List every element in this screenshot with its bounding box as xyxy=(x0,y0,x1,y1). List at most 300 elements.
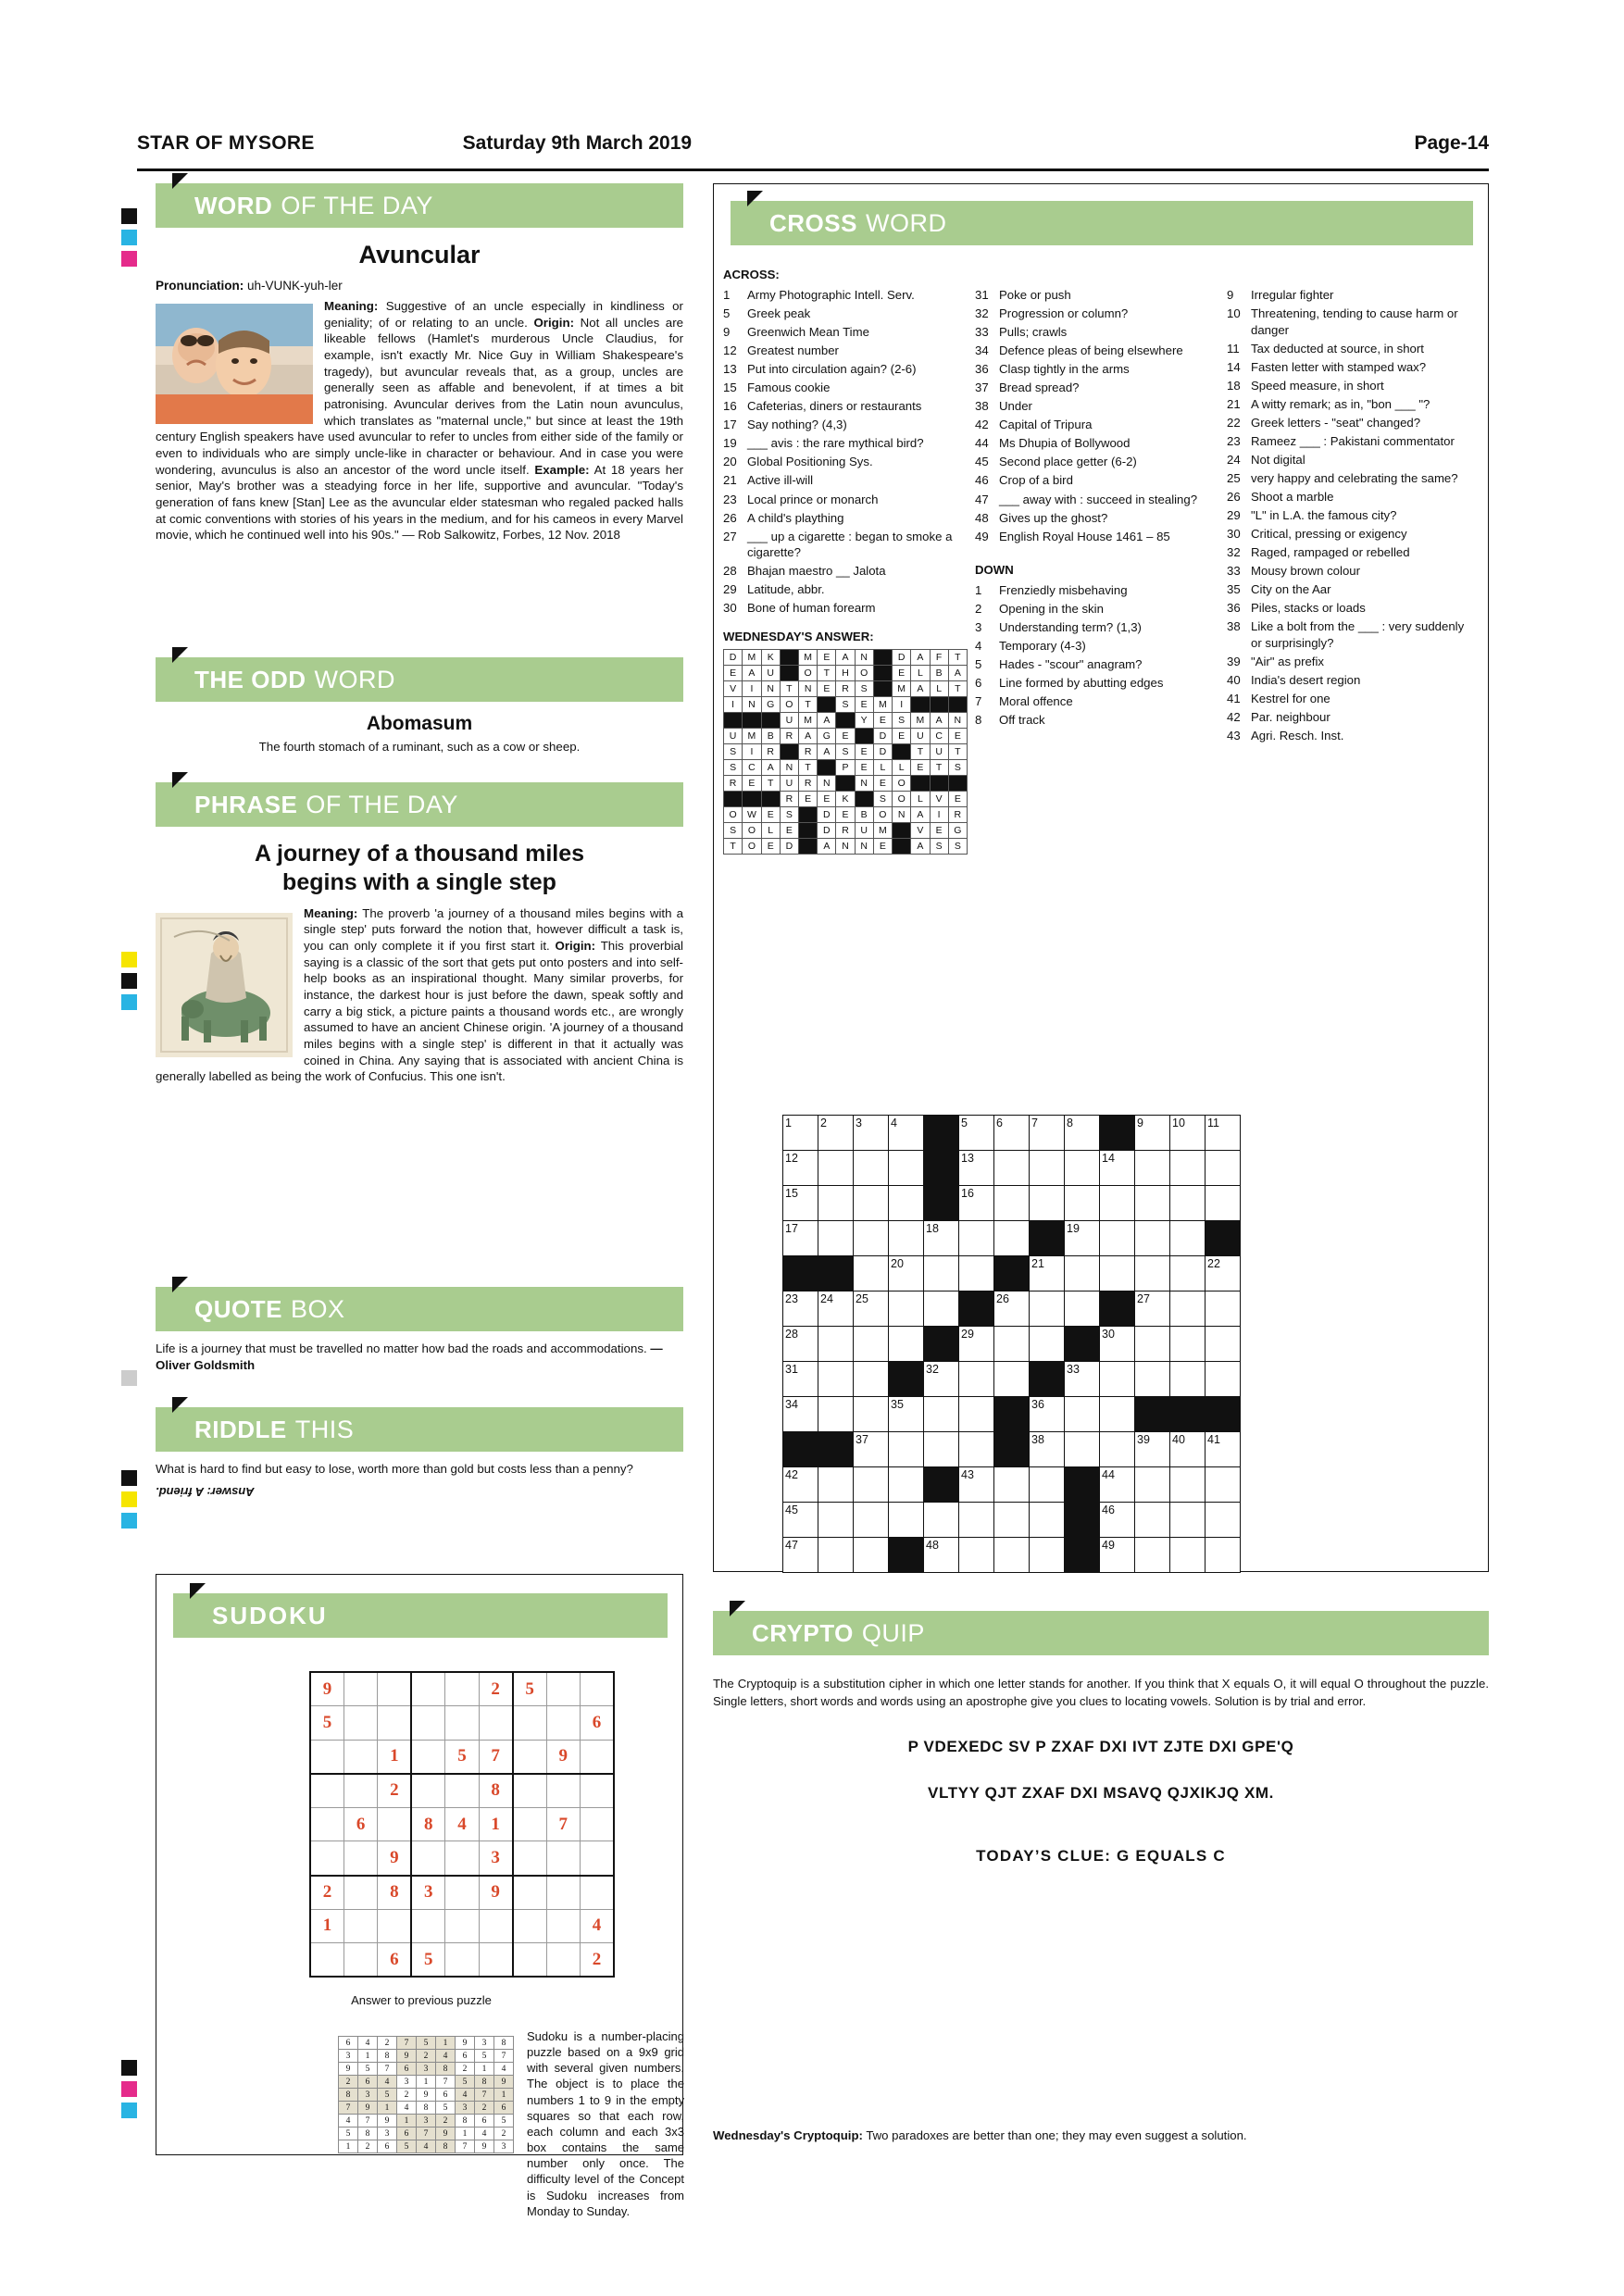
crossword-cell[interactable] xyxy=(1170,1538,1206,1573)
crossword-cell[interactable] xyxy=(1100,1186,1135,1221)
sudoku-cell[interactable] xyxy=(445,1706,479,1741)
sudoku-cell[interactable] xyxy=(344,1706,377,1741)
clue-text: Bone of human forearm xyxy=(747,601,876,616)
sudoku-cell[interactable] xyxy=(344,1740,377,1774)
crossword-cell[interactable] xyxy=(854,1151,889,1186)
crossword-grid[interactable] xyxy=(782,1115,1241,1573)
crossword-cell[interactable] xyxy=(924,1292,959,1327)
crossword-cell[interactable] xyxy=(889,1116,924,1151)
crossword-cell[interactable] xyxy=(1206,1186,1241,1221)
sudoku-cell[interactable] xyxy=(513,1909,546,1943)
answer-cell: N xyxy=(836,838,855,854)
answer-cell xyxy=(873,680,892,696)
crossword-cell[interactable] xyxy=(818,1397,854,1432)
phrase-title-line2: begins with a single step xyxy=(282,869,556,896)
answer-row xyxy=(724,728,968,743)
crossword-cell[interactable] xyxy=(889,1327,924,1362)
crossword-row xyxy=(783,1362,1241,1397)
crossword-cell[interactable] xyxy=(1030,1256,1065,1292)
sudoku-cell[interactable] xyxy=(513,1943,546,1978)
crossword-cell[interactable] xyxy=(1135,1432,1170,1467)
crossword-cell[interactable] xyxy=(889,1151,924,1186)
crossword-cell[interactable] xyxy=(854,1432,889,1467)
sudoku-cell[interactable] xyxy=(411,1841,444,1876)
crossword-cell[interactable] xyxy=(1170,1116,1206,1151)
sudoku-cell[interactable]: 5 xyxy=(411,1943,444,1978)
clue-item xyxy=(975,656,1219,673)
answer-row xyxy=(724,649,968,665)
sudoku-cell[interactable] xyxy=(445,1841,479,1876)
sudoku-cell[interactable] xyxy=(411,1740,444,1774)
sudoku-cell[interactable] xyxy=(479,1943,512,1978)
sudoku-cell[interactable] xyxy=(513,1774,546,1808)
clue-text: Famous cookie xyxy=(747,381,831,395)
answer-cell: E xyxy=(948,728,967,743)
crossword-cell[interactable] xyxy=(959,1221,994,1256)
crossword-cell[interactable] xyxy=(924,1538,959,1573)
crossword-cell[interactable] xyxy=(1206,1432,1241,1467)
sudoku-cell[interactable] xyxy=(344,1672,377,1706)
crossword-cell[interactable] xyxy=(783,1503,818,1538)
sudoku-cell[interactable] xyxy=(378,1909,411,1943)
crossword-cell[interactable] xyxy=(959,1362,994,1397)
sudoku-cell[interactable] xyxy=(546,1774,580,1808)
crossword-cell[interactable] xyxy=(889,1503,924,1538)
crossword-cell[interactable] xyxy=(783,1397,818,1432)
clue-text: very happy and celebrating the same? xyxy=(1251,470,1458,485)
crossword-cell[interactable] xyxy=(854,1362,889,1397)
sudoku-cell[interactable] xyxy=(513,1807,546,1841)
crossword-cell[interactable] xyxy=(994,1186,1030,1221)
sudoku-cell[interactable] xyxy=(479,1706,512,1741)
clue-text: A child's plaything xyxy=(747,510,844,525)
crossword-cell[interactable] xyxy=(1030,1116,1065,1151)
crossword-cell[interactable] xyxy=(1170,1292,1206,1327)
crossword-cell[interactable] xyxy=(783,1116,818,1151)
crossword-cell[interactable] xyxy=(994,1503,1030,1538)
sudoku-cell[interactable]: 6 xyxy=(378,1943,411,1978)
crossword-cell[interactable] xyxy=(994,1538,1030,1573)
crossword-cell[interactable] xyxy=(889,1186,924,1221)
crossword-cell[interactable] xyxy=(924,1221,959,1256)
crossword-cell[interactable] xyxy=(1206,1503,1241,1538)
crossword-cell[interactable] xyxy=(994,1292,1030,1327)
sudoku-cell[interactable]: 2 xyxy=(581,1943,615,1978)
crossword-cell[interactable] xyxy=(818,1221,854,1256)
crossword-cell[interactable] xyxy=(854,1292,889,1327)
crossword-cell[interactable] xyxy=(924,1362,959,1397)
crossword-row xyxy=(783,1397,1241,1432)
clue-item xyxy=(1227,618,1471,651)
sudoku-cell[interactable] xyxy=(411,1706,444,1741)
crossword-cell[interactable] xyxy=(818,1327,854,1362)
sudoku-prev-cell: 2 xyxy=(397,2089,417,2102)
crossword-cell[interactable] xyxy=(889,1467,924,1503)
sudoku-cell[interactable] xyxy=(310,1943,344,1978)
crossword-cell[interactable] xyxy=(1206,1116,1241,1151)
section-riddle-this xyxy=(156,1407,683,1499)
sudoku-cell[interactable] xyxy=(513,1841,546,1876)
crossword-cell[interactable] xyxy=(959,1432,994,1467)
crossword-cell[interactable] xyxy=(1030,1467,1065,1503)
crossword-cell[interactable] xyxy=(924,1256,959,1292)
answer-cell xyxy=(724,712,743,728)
crossword-cell[interactable] xyxy=(994,1221,1030,1256)
crossword-cell[interactable] xyxy=(1135,1151,1170,1186)
sudoku-cell[interactable]: 9 xyxy=(378,1841,411,1876)
clue-number: 42 xyxy=(975,418,989,432)
crossword-cell[interactable] xyxy=(783,1186,818,1221)
crossword-row xyxy=(783,1116,1241,1151)
sudoku-cell[interactable] xyxy=(344,1774,377,1808)
sudoku-cell[interactable]: 7 xyxy=(479,1740,512,1774)
crossword-cell[interactable] xyxy=(783,1327,818,1362)
crossword-cell[interactable] xyxy=(1135,1116,1170,1151)
crossword-cell[interactable] xyxy=(1170,1151,1206,1186)
clue-item xyxy=(975,287,1219,304)
crossword-cell[interactable] xyxy=(1170,1467,1206,1503)
crossword-cell[interactable] xyxy=(1030,1432,1065,1467)
crossword-cell[interactable] xyxy=(994,1362,1030,1397)
sudoku-cell[interactable] xyxy=(344,1876,377,1910)
sudoku-cell[interactable] xyxy=(546,1943,580,1978)
clue-item xyxy=(975,510,1219,527)
crossword-cell[interactable] xyxy=(1100,1503,1135,1538)
crossword-cell[interactable] xyxy=(1170,1221,1206,1256)
crossword-cell[interactable] xyxy=(1135,1292,1170,1327)
pronunciation-value: uh-VUNK-yuh-ler xyxy=(247,279,343,293)
sudoku-cell[interactable]: 4 xyxy=(445,1807,479,1841)
sudoku-prev-cell: 7 xyxy=(358,2115,378,2128)
crossword-cell[interactable] xyxy=(854,1397,889,1432)
sudoku-cell[interactable] xyxy=(581,1740,615,1774)
sudoku-cell[interactable] xyxy=(445,1943,479,1978)
sudoku-cell[interactable]: 9 xyxy=(310,1672,344,1706)
answer-cell xyxy=(893,822,911,838)
sudoku-cell[interactable] xyxy=(546,1672,580,1706)
crossword-cell[interactable] xyxy=(924,1397,959,1432)
crossword-cell[interactable] xyxy=(854,1538,889,1573)
crossword-cell[interactable] xyxy=(1206,1256,1241,1292)
sudoku-cell[interactable]: 9 xyxy=(479,1876,512,1910)
crossword-cell[interactable] xyxy=(1170,1503,1206,1538)
crossword-cell[interactable] xyxy=(1065,1116,1100,1151)
crossword-cell[interactable] xyxy=(1170,1327,1206,1362)
sudoku-grid[interactable] xyxy=(309,1671,615,1977)
sudoku-cell[interactable] xyxy=(445,1672,479,1706)
sudoku-cell[interactable] xyxy=(310,1740,344,1774)
sudoku-cell[interactable] xyxy=(513,1876,546,1910)
crossword-cell[interactable] xyxy=(818,1362,854,1397)
clue-number: 9 xyxy=(723,325,731,340)
crossword-cell[interactable] xyxy=(854,1503,889,1538)
crossword-cell[interactable] xyxy=(1030,1292,1065,1327)
sudoku-table[interactable] xyxy=(309,1671,615,1978)
crossword-cell[interactable] xyxy=(1206,1292,1241,1327)
crossword-cell[interactable] xyxy=(1135,1327,1170,1362)
sudoku-cell[interactable] xyxy=(445,1876,479,1910)
crossword-cell[interactable] xyxy=(818,1151,854,1186)
crossword-cell[interactable] xyxy=(1135,1538,1170,1573)
sudoku-cell[interactable] xyxy=(581,1672,615,1706)
sudoku-cell[interactable] xyxy=(581,1807,615,1841)
crossword-cell[interactable] xyxy=(783,1292,818,1327)
sudoku-cell[interactable] xyxy=(411,1909,444,1943)
crossword-cell[interactable] xyxy=(1206,1362,1241,1397)
answer-cell: T xyxy=(948,680,967,696)
crossword-cell[interactable] xyxy=(994,1116,1030,1151)
crossword-cell[interactable] xyxy=(818,1116,854,1151)
crossword-cell[interactable] xyxy=(1100,1256,1135,1292)
crossword-cell[interactable] xyxy=(1100,1538,1135,1573)
crossword-cell[interactable] xyxy=(1206,1151,1241,1186)
crossword-cell[interactable] xyxy=(1030,1327,1065,1362)
crossword-cell[interactable] xyxy=(854,1327,889,1362)
crossword-cell-number: 12 xyxy=(785,1152,798,1165)
quote-author: —Oliver Goldsmith xyxy=(156,1341,663,1372)
crossword-cell[interactable] xyxy=(1100,1432,1135,1467)
sudoku-prev-cell: 3 xyxy=(358,2089,378,2102)
clue-number: 33 xyxy=(1227,564,1241,579)
sudoku-cell[interactable] xyxy=(378,1672,411,1706)
sudoku-header xyxy=(173,1593,668,1638)
answer-row xyxy=(724,696,968,712)
sudoku-cell[interactable]: 5 xyxy=(310,1706,344,1741)
crossword-cell[interactable] xyxy=(1065,1292,1100,1327)
sudoku-cell[interactable] xyxy=(445,1909,479,1943)
crossword-cell[interactable] xyxy=(818,1186,854,1221)
crossword-cell[interactable] xyxy=(1065,1432,1100,1467)
crossword-cell[interactable] xyxy=(1065,1256,1100,1292)
header-bold-text: CROSS xyxy=(769,208,857,237)
crossword-cell-number: 7 xyxy=(1031,1117,1038,1129)
crossword-cell[interactable] xyxy=(1135,1186,1170,1221)
crossword-cell[interactable] xyxy=(924,1503,959,1538)
crossword-cell[interactable] xyxy=(1100,1397,1135,1432)
crossword-cell[interactable] xyxy=(1030,1397,1065,1432)
crossword-cell[interactable] xyxy=(1100,1221,1135,1256)
crossword-cell[interactable] xyxy=(1135,1362,1170,1397)
crossword-cell[interactable] xyxy=(1170,1362,1206,1397)
sudoku-cell[interactable] xyxy=(411,1672,444,1706)
sudoku-prev-cell: 8 xyxy=(417,2102,436,2115)
sudoku-cell[interactable]: 1 xyxy=(479,1807,512,1841)
sudoku-cell[interactable] xyxy=(513,1706,546,1741)
sudoku-cell[interactable] xyxy=(344,1943,377,1978)
crossword-block-cell xyxy=(818,1432,854,1467)
answer-cell: O xyxy=(893,775,911,791)
answer-cell: N xyxy=(743,696,761,712)
sudoku-cell[interactable]: 2 xyxy=(378,1774,411,1808)
sudoku-cell[interactable] xyxy=(310,1774,344,1808)
crossword-cell[interactable] xyxy=(783,1221,818,1256)
sudoku-cell[interactable]: 3 xyxy=(479,1841,512,1876)
crossword-cell[interactable] xyxy=(818,1503,854,1538)
sudoku-cell[interactable] xyxy=(310,1841,344,1876)
clue-number: 7 xyxy=(975,694,982,709)
sudoku-cell[interactable] xyxy=(479,1909,512,1943)
reg-mark-black-2 xyxy=(121,973,137,989)
crossword-cell[interactable] xyxy=(959,1538,994,1573)
word-of-the-day-header xyxy=(156,183,683,228)
crossword-cell[interactable] xyxy=(1170,1186,1206,1221)
crossword-cell[interactable] xyxy=(1135,1503,1170,1538)
crossword-cell[interactable] xyxy=(1100,1151,1135,1186)
sudoku-cell[interactable] xyxy=(378,1807,411,1841)
answer-cell: I xyxy=(743,680,761,696)
crossword-cell[interactable] xyxy=(1206,1327,1241,1362)
sudoku-cell[interactable] xyxy=(310,1807,344,1841)
crossword-cell[interactable] xyxy=(1100,1467,1135,1503)
crossword-cell[interactable] xyxy=(854,1186,889,1221)
sudoku-cell[interactable]: 5 xyxy=(513,1672,546,1706)
crossword-cell[interactable] xyxy=(1170,1432,1206,1467)
crossword-cell[interactable] xyxy=(1206,1538,1241,1573)
quote-text xyxy=(156,1341,683,1374)
crossword-cell[interactable] xyxy=(959,1151,994,1186)
sudoku-cell[interactable] xyxy=(546,1841,580,1876)
sudoku-cell[interactable] xyxy=(546,1909,580,1943)
sudoku-cell[interactable]: 1 xyxy=(310,1909,344,1943)
sudoku-cell[interactable]: 9 xyxy=(546,1740,580,1774)
crossword-cell[interactable] xyxy=(1170,1256,1206,1292)
crossword-cell[interactable] xyxy=(994,1467,1030,1503)
crossword-cell-number: 5 xyxy=(961,1117,968,1129)
meaning-label: Meaning: xyxy=(324,299,379,313)
clue-text: Capital of Tripura xyxy=(999,418,1093,432)
crossword-cell[interactable] xyxy=(783,1362,818,1397)
crossword-cell[interactable] xyxy=(783,1467,818,1503)
crossword-cell[interactable] xyxy=(854,1221,889,1256)
crossword-cell[interactable] xyxy=(959,1116,994,1151)
clue-item xyxy=(1227,728,1471,744)
crossword-cell[interactable] xyxy=(1065,1397,1100,1432)
crossword-cell[interactable] xyxy=(854,1467,889,1503)
crossword-cell[interactable] xyxy=(1206,1467,1241,1503)
crossword-cell[interactable] xyxy=(994,1151,1030,1186)
sudoku-prev-cell: 8 xyxy=(456,2115,475,2128)
sudoku-cell[interactable]: 6 xyxy=(344,1807,377,1841)
crossword-cell[interactable] xyxy=(1135,1256,1170,1292)
sudoku-cell[interactable] xyxy=(445,1774,479,1808)
sudoku-cell[interactable]: 4 xyxy=(581,1909,615,1943)
crossword-cell[interactable] xyxy=(1030,1503,1065,1538)
sudoku-prev-cell: 1 xyxy=(417,2076,436,2089)
sudoku-cell[interactable] xyxy=(344,1909,377,1943)
crossword-cell[interactable] xyxy=(889,1221,924,1256)
crossword-cell[interactable] xyxy=(1065,1151,1100,1186)
answer-cell: N xyxy=(798,680,817,696)
crossword-cell[interactable] xyxy=(889,1397,924,1432)
sudoku-cell[interactable]: 8 xyxy=(411,1807,444,1841)
crossword-cell[interactable] xyxy=(1135,1221,1170,1256)
answer-cell: N xyxy=(818,775,836,791)
sudoku-cell[interactable]: 5 xyxy=(445,1740,479,1774)
sudoku-prev-cell: 7 xyxy=(456,2140,475,2153)
cryptoquip-cipher-line-2: VLTYY QJT ZXAF DXI MSAVQ QJXIKJQ XM. xyxy=(928,1784,1274,1803)
crossword-cell[interactable] xyxy=(924,1432,959,1467)
sudoku-cell[interactable] xyxy=(378,1706,411,1741)
sudoku-cell[interactable] xyxy=(581,1774,615,1808)
answer-cell xyxy=(948,696,967,712)
crossword-cell[interactable] xyxy=(783,1151,818,1186)
sudoku-previous-table xyxy=(338,2036,514,2153)
crossword-cell[interactable] xyxy=(783,1538,818,1573)
crossword-cell[interactable] xyxy=(889,1292,924,1327)
sudoku-cell[interactable]: 2 xyxy=(479,1672,512,1706)
clue-item xyxy=(975,398,1219,415)
crossword-cell[interactable] xyxy=(994,1327,1030,1362)
crossword-cell-number: 29 xyxy=(961,1328,974,1341)
sudoku-cell[interactable]: 8 xyxy=(479,1774,512,1808)
sudoku-cell[interactable]: 1 xyxy=(378,1740,411,1774)
clue-text: Threatening, tending to cause harm or danger xyxy=(1251,306,1458,337)
crossword-cell[interactable] xyxy=(959,1327,994,1362)
crossword-cell[interactable] xyxy=(818,1538,854,1573)
sudoku-cell[interactable] xyxy=(411,1774,444,1808)
sudoku-cell[interactable]: 2 xyxy=(310,1876,344,1910)
crossword-cell[interactable] xyxy=(1030,1151,1065,1186)
sudoku-cell[interactable] xyxy=(344,1841,377,1876)
sudoku-cell[interactable]: 6 xyxy=(581,1706,615,1741)
section-quote-box xyxy=(156,1287,683,1374)
crossword-cell[interactable] xyxy=(1065,1186,1100,1221)
sudoku-cell[interactable]: 3 xyxy=(411,1876,444,1910)
crossword-cell[interactable] xyxy=(818,1467,854,1503)
sudoku-cell[interactable]: 7 xyxy=(546,1807,580,1841)
crossword-cell[interactable] xyxy=(959,1397,994,1432)
clue-text: Line formed by abutting edges xyxy=(999,676,1164,691)
crossword-cell[interactable] xyxy=(1100,1327,1135,1362)
crossword-cell[interactable] xyxy=(1135,1467,1170,1503)
sudoku-prev-cell: 8 xyxy=(475,2076,494,2089)
sudoku-row xyxy=(310,1706,614,1741)
sudoku-cell[interactable] xyxy=(546,1876,580,1910)
sudoku-prev-cell: 2 xyxy=(358,2140,378,2153)
sudoku-cell[interactable]: 8 xyxy=(378,1876,411,1910)
crossword-table[interactable] xyxy=(782,1115,1241,1573)
crossword-cell[interactable] xyxy=(854,1116,889,1151)
crossword-cell-number: 22 xyxy=(1207,1257,1220,1270)
crossword-cell[interactable] xyxy=(1100,1362,1135,1397)
crossword-cell[interactable] xyxy=(1030,1186,1065,1221)
crossword-cell[interactable] xyxy=(1030,1538,1065,1573)
crossword-cell[interactable] xyxy=(1065,1362,1100,1397)
crossword-cell[interactable] xyxy=(818,1292,854,1327)
crossword-cell[interactable] xyxy=(1065,1221,1100,1256)
phrase-origin-text-2: 'A journey of a thousand miles begins with a single step' is different in that it actually was coined in China. Any saying that is associated with ancient China is generally labelled as being the work of Confucius. This one isn't. xyxy=(156,1020,683,1084)
clue-item xyxy=(723,306,968,322)
crossword-cell[interactable] xyxy=(889,1256,924,1292)
answer-cell: R xyxy=(780,791,798,806)
clue-text: Hades - "scour" anagram? xyxy=(999,657,1143,672)
crossword-cell[interactable] xyxy=(959,1186,994,1221)
sudoku-prev-cell: 7 xyxy=(475,2089,494,2102)
phrase-body xyxy=(156,905,683,1085)
sudoku-cell[interactable] xyxy=(546,1706,580,1741)
sudoku-cell[interactable] xyxy=(513,1740,546,1774)
sudoku-cell[interactable] xyxy=(581,1876,615,1910)
crossword-cell[interactable] xyxy=(889,1432,924,1467)
crossword-cell[interactable] xyxy=(959,1256,994,1292)
crossword-cell[interactable] xyxy=(854,1256,889,1292)
crossword-cell[interactable] xyxy=(959,1467,994,1503)
answer-cell: E xyxy=(724,665,743,680)
crossword-cell[interactable] xyxy=(959,1503,994,1538)
sudoku-prev-cell: 1 xyxy=(494,2089,514,2102)
sudoku-cell[interactable] xyxy=(581,1841,615,1876)
header-light-text: BOX xyxy=(290,1294,345,1323)
